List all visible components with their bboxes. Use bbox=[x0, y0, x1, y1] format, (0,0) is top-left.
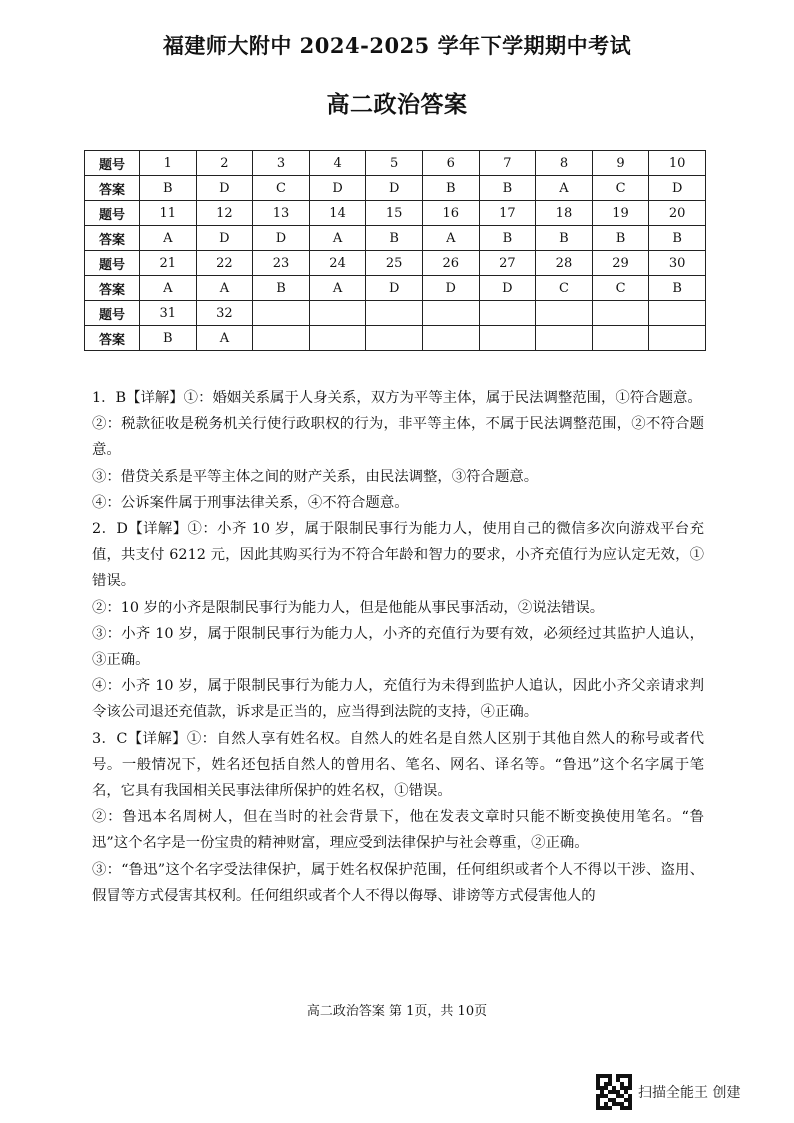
answer-cell bbox=[592, 326, 649, 351]
answer-label-cell: 答案 bbox=[85, 226, 140, 251]
answer-cell: B bbox=[536, 226, 593, 251]
question-number-cell: 5 bbox=[366, 151, 423, 176]
question-number-cell: 18 bbox=[536, 201, 593, 226]
answer-cell: B bbox=[649, 276, 706, 301]
answer-cell: A bbox=[536, 176, 593, 201]
question-number-cell bbox=[479, 301, 536, 326]
answer-cell bbox=[536, 326, 593, 351]
answer-cell bbox=[309, 326, 366, 351]
question-number-cell: 6 bbox=[422, 151, 479, 176]
answer-cell: D bbox=[649, 176, 706, 201]
question-number-cell: 13 bbox=[253, 201, 310, 226]
question-number-cell: 12 bbox=[196, 201, 253, 226]
answer-cell: B bbox=[479, 226, 536, 251]
answer-row bbox=[85, 326, 706, 351]
question-number-cell: 11 bbox=[140, 201, 197, 226]
question-number-cell: 3 bbox=[253, 151, 310, 176]
question-number-cell: 15 bbox=[366, 201, 423, 226]
question-number-cell: 4 bbox=[309, 151, 366, 176]
answer-cell: A bbox=[422, 226, 479, 251]
answer-row bbox=[85, 176, 706, 201]
question-number-cell: 28 bbox=[536, 251, 593, 276]
answer-label-cell: 答案 bbox=[85, 326, 140, 351]
answer-cell: B bbox=[366, 226, 423, 251]
explanation-paragraph: ③：小齐 10 岁，属于限制民事行为能力人，小齐的充值行为要有效，必须经过其监护人追认，③正确。 bbox=[92, 625, 704, 669]
explanation-paragraph: ④：小齐 10 岁，属于限制民事行为能力人，充值行为未得到监护人追认，因此小齐父亲请求判令该公司退还充值款，诉求是正当的，应当得到法院的支持，④正确。 bbox=[92, 678, 704, 721]
answer-table bbox=[84, 150, 706, 351]
question-number-cell bbox=[536, 301, 593, 326]
answer-cell: C bbox=[592, 276, 649, 301]
answer-cell: D bbox=[196, 226, 253, 251]
question-number-cell: 7 bbox=[479, 151, 536, 176]
explanation-paragraph: 2．D【详解】①：小齐 10 岁，属于限制民事行为能力人，使用自己的微信多次向游戏平台充值，共支付 6212 元，因此其购买行为不符合年龄和智力的要求，小齐充值行为应认定无效，①错误。 bbox=[92, 521, 704, 590]
question-label-cell: 题号 bbox=[85, 251, 140, 276]
question-number-cell: 23 bbox=[253, 251, 310, 276]
answer-cell: B bbox=[140, 176, 197, 201]
question-number-cell bbox=[309, 301, 366, 326]
question-number-row bbox=[85, 251, 706, 276]
question-number-cell: 21 bbox=[140, 251, 197, 276]
explanation-paragraph: ②：10 岁的小齐是限制民事行为能力人，但是他能从事民事活动，②说法错误。 bbox=[92, 599, 605, 616]
question-number-cell: 31 bbox=[140, 301, 197, 326]
question-number-row bbox=[85, 151, 706, 176]
answer-cell: A bbox=[140, 226, 197, 251]
answer-cell: C bbox=[253, 176, 310, 201]
answer-cell: B bbox=[649, 226, 706, 251]
question-number-cell: 26 bbox=[422, 251, 479, 276]
answer-cell: D bbox=[422, 276, 479, 301]
answer-cell: D bbox=[366, 276, 423, 301]
question-number-cell: 16 bbox=[422, 201, 479, 226]
scanner-watermark bbox=[596, 1072, 740, 1112]
answer-cell bbox=[649, 326, 706, 351]
page-title: 福建师大附中 2024-2025 学年下学期期中考试 bbox=[162, 33, 632, 58]
answer-cell bbox=[422, 326, 479, 351]
answer-cell: A bbox=[140, 276, 197, 301]
question-number-cell: 30 bbox=[649, 251, 706, 276]
question-number-cell: 19 bbox=[592, 201, 649, 226]
answer-row bbox=[85, 276, 706, 301]
question-number-cell bbox=[592, 301, 649, 326]
answer-cell: D bbox=[253, 226, 310, 251]
answer-cell: C bbox=[592, 176, 649, 201]
question-number-cell: 14 bbox=[309, 201, 366, 226]
question-label-cell: 题号 bbox=[85, 301, 140, 326]
explanation-paragraph: ③：“鲁迅”这个名字受法律保护，属于姓名权保护范围，任何组织或者个人不得以干涉、盗用、假冒等方式侵害其权利。任何组织或者个人不得以侮辱、诽谤等方式侵害他人的 bbox=[92, 861, 704, 904]
question-number-row bbox=[85, 301, 706, 326]
answer-cell bbox=[479, 326, 536, 351]
question-number-cell: 27 bbox=[479, 251, 536, 276]
question-number-cell: 24 bbox=[309, 251, 366, 276]
question-number-cell bbox=[253, 301, 310, 326]
qr-code-icon bbox=[596, 1074, 632, 1110]
answer-cell: C bbox=[536, 276, 593, 301]
answer-label-cell: 答案 bbox=[85, 276, 140, 301]
question-number-cell: 17 bbox=[479, 201, 536, 226]
explanation-paragraph: ②：税款征收是税务机关行使行政职权的行为，非平等主体，不属于民法调整范围，②不符合题意。 bbox=[92, 416, 704, 459]
question-number-cell: 32 bbox=[196, 301, 253, 326]
question-label-cell: 题号 bbox=[85, 151, 140, 176]
question-number-cell bbox=[422, 301, 479, 326]
question-number-cell: 20 bbox=[649, 201, 706, 226]
answer-cell: A bbox=[196, 326, 253, 351]
scanner-label: 扫描全能王 创建 bbox=[638, 1085, 741, 1101]
answer-label-cell: 答案 bbox=[85, 176, 140, 201]
question-number-cell: 1 bbox=[140, 151, 197, 176]
answer-cell: D bbox=[309, 176, 366, 201]
question-number-cell: 29 bbox=[592, 251, 649, 276]
answer-cell: B bbox=[592, 226, 649, 251]
explanation-paragraph: 1．B【详解】①：婚姻关系属于人身关系，双方为平等主体，属于民法调整范围，①符合题意。 bbox=[92, 390, 702, 406]
answer-cell: B bbox=[140, 326, 197, 351]
question-number-cell: 2 bbox=[196, 151, 253, 176]
explanation-body bbox=[92, 385, 704, 909]
question-number-cell: 22 bbox=[196, 251, 253, 276]
answer-cell: A bbox=[309, 276, 366, 301]
explanation-paragraph: 3．C【详解】①：自然人享有姓名权。自然人的姓名是自然人区别于其他自然人的称号或者代号。一般情况下，姓名还包括自然人的曾用名、笔名、网名、译名等。“鲁迅”这个名字属于笔名，它具有我国相关民事法律所保护的姓名权，①错误。 bbox=[92, 730, 704, 800]
answer-cell: B bbox=[422, 176, 479, 201]
question-number-cell: 9 bbox=[592, 151, 649, 176]
page-subtitle: 高二政治答案 bbox=[326, 91, 468, 118]
answer-cell: D bbox=[479, 276, 536, 301]
question-number-row bbox=[85, 201, 706, 226]
question-label-cell: 题号 bbox=[85, 201, 140, 226]
answer-cell bbox=[366, 326, 423, 351]
explanation-paragraph: ④：公诉案件属于刑事法律关系，④不符合题意。 bbox=[92, 494, 409, 511]
answer-cell bbox=[253, 326, 310, 351]
question-number-cell bbox=[366, 301, 423, 326]
explanation-paragraph: ②：鲁迅本名周树人，但在当时的社会背景下，他在发表文章时只能不断变换使用笔名。“鲁迅”这个名字是一份宝贵的精神财富，理应受到法律保护与社会尊重，②正确。 bbox=[92, 809, 704, 852]
answer-cell: D bbox=[196, 176, 253, 201]
answer-row bbox=[85, 226, 706, 251]
question-number-cell: 8 bbox=[536, 151, 593, 176]
answer-cell: D bbox=[366, 176, 423, 201]
question-number-cell: 10 bbox=[649, 151, 706, 176]
question-number-cell bbox=[649, 301, 706, 326]
page-footer: 高二政治答案 第 1页，共 10页 bbox=[306, 1004, 488, 1019]
answer-cell: A bbox=[196, 276, 253, 301]
explanation-paragraph: ③：借贷关系是平等主体之间的财产关系，由民法调整，③符合题意。 bbox=[92, 468, 539, 485]
answer-cell: B bbox=[479, 176, 536, 201]
answer-cell: B bbox=[253, 276, 310, 301]
answer-cell: A bbox=[309, 226, 366, 251]
question-number-cell: 25 bbox=[366, 251, 423, 276]
